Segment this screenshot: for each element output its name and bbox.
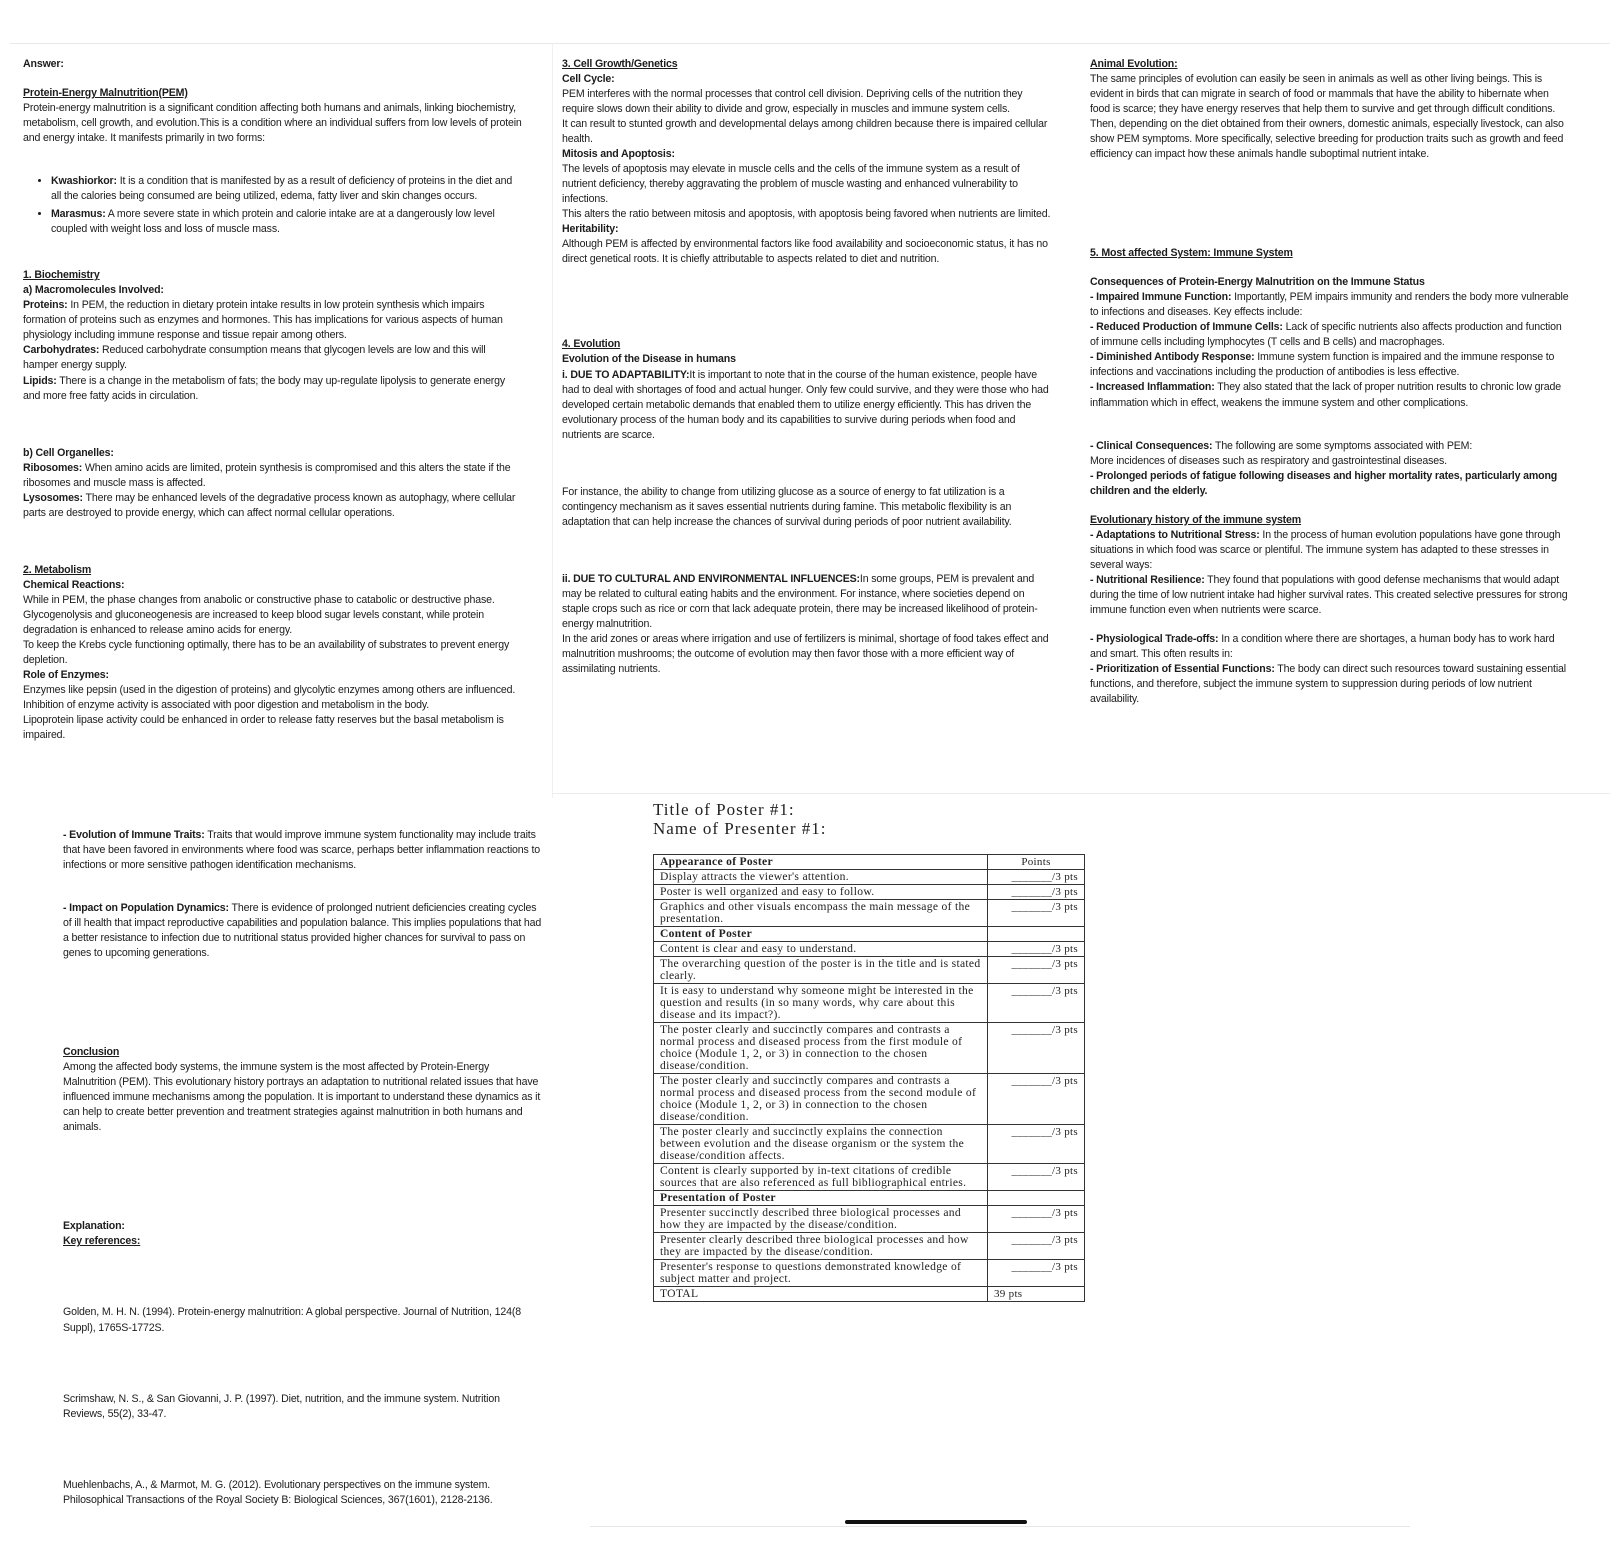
enzymes-heading: Role of Enzymes: [23, 668, 109, 681]
middle-divider [552, 793, 1610, 794]
adaptations-paragraph: - Adaptations to Nutritional Stress: In the process of human evolution populations have gone through situations in which food was scarce or plentiful. The immune system has adapted to these stresses in several ways: [1090, 528, 1561, 571]
table-row [654, 942, 1085, 957]
metabolism-heading: 2. Metabolism [23, 563, 92, 576]
cell-cycle-heading: Cell Cycle: [562, 73, 615, 86]
chemical-reactions-p2: To keep the Krebs cycle functioning optimally, there has to be an availability of substrates to prevent energy depletion. [23, 638, 510, 666]
presenter-name-line: Name of Presenter #1: [653, 819, 827, 838]
criterion-cell: Presenter succinctly described three biological processes and how they are impacted by the disease/condition. [654, 1206, 988, 1233]
carbohydrates-paragraph: Carbohydrates: Reduced carbohydrate consumption means that glycogen levels are low and this will hamper energy supply. [23, 344, 486, 372]
table-row [654, 1206, 1085, 1233]
cell-cycle-p2: It can result to stunted growth and developmental delays among children because there is impaired cellular health. [562, 118, 1048, 146]
criterion-cell: Content is clearly supported by in-text citations of credible sources that are also referenced as full bibliographical entries. [654, 1164, 988, 1191]
lipids-paragraph: Lipids: There is a change in the metabolism of fats; the body may up-regulate lipolysis to generate energy and more free fatty acids in circulation. [23, 374, 506, 402]
inflammation-paragraph: - Increased Inflammation: They also stated that the lack of proper nutrition results to chronic low grade inflammation which in effect, weakens the immune system and other complications. [1090, 381, 1562, 409]
empty-points-cell [988, 927, 1085, 942]
immune-traits-paragraph: - Evolution of Immune Traits: Traits that would improve immune system functionality may include traits that have been favored in environments where food was scarce, perhaps better inflammation reactions to infections or more sensitive pathogen identification mechanisms. [63, 829, 540, 872]
cell-organelles-heading: b) Cell Organelles: [23, 446, 114, 459]
table-row [654, 1233, 1085, 1260]
arid-paragraph: In the arid zones or areas where irrigation and use of fertilizers is minimal, shortage of food takes effect and malnutrition mushrooms; the outcome of evolution may then favor those with a more efficient way of assimilating nutrients. [562, 632, 1049, 675]
section-cell: Presentation of Poster [654, 1191, 988, 1206]
points-header: Points [988, 855, 1085, 870]
criterion-cell: The overarching question of the poster is in the title and is stated clearly. [654, 957, 988, 984]
points-cell: _______/3 pts [988, 1206, 1085, 1233]
criterion-cell: Presenter clearly described three biological processes and how they are impacted by the disease/condition. [654, 1233, 988, 1260]
evolutionary-history-heading: Evolutionary history of the immune system [1090, 513, 1302, 526]
points-cell: _______/3 pts [988, 885, 1085, 900]
animal-evolution-p1: The same principles of evolution can easily be seen in animals as well as other living beings. This is evident in birds that can migrate in search of food or mammals that have the ability to hibernate when food is scarce; they have energy reserves that help them to survive and get through difficult conditions. [1090, 73, 1556, 116]
explanation-label: Explanation: [63, 1220, 125, 1233]
list-item: • Kwashiorkor: It is a condition that is manifested by as a result of deficiency of proteins in the diet and all the calories being consumed are being utilized, edema, fatty liver and skin changes occurs. [51, 174, 523, 204]
empty-points-cell [988, 1191, 1085, 1206]
total-points: 39 pts [988, 1287, 1085, 1302]
table-row [654, 1260, 1085, 1287]
enzymes-p1: Enzymes like pepsin (used in the digestion of proteins) and glycolytic enzymes among others are influenced. Inhibition of enzyme activity is associated with poor digestion and metabolism in the body. [23, 683, 516, 711]
mitosis-heading: Mitosis and Apoptosis: [562, 148, 675, 161]
antibody-paragraph: - Diminished Antibody Response: Immune system function is impaired and the immune response to infections and vaccinations including the production of antibodies is less effective. [1090, 351, 1555, 379]
table-row [654, 885, 1085, 900]
rubric-table [653, 854, 1085, 1302]
key-references-heading: Key references: [63, 1235, 141, 1248]
criterion-cell: Poster is well organized and easy to follow. [654, 885, 988, 900]
points-cell: _______/3 pts [988, 1233, 1085, 1260]
chemical-reactions-p1: While in PEM, the phase changes from anabolic or constructive phase to catabolic or destructive phase. Glycogenolysis and gluconeogenesis are increased to keep blood sugar levels constant, while protein degradation is enhanced to release amino acids for energy. [23, 593, 495, 636]
points-cell: _______/3 pts [988, 1164, 1085, 1191]
immune-system-heading: 5. Most affected System: Immune System [1090, 247, 1293, 260]
bottom-left-section [63, 828, 543, 1508]
population-dynamics-paragraph: - Impact on Population Dynamics: There is evidence of prolonged nutrient deficiencies creating cycles of ill health that impact reproductive capabilities and population balance. This implies populations that had a better resistance to infection due to nutritional status provided higher chances for survival to pass on genes to upcoming generations. [63, 902, 542, 960]
cultural-paragraph: ii. DUE TO CULTURAL AND ENVIRONMENTAL INFLUENCES:In some groups, PEM is prevalent and may be related to cultural eating habits and the environment. For instance, where societies depend on staple crops such as rice or corn that lack adequate protein, there may be increased likelihood of protein-energy malnutrition. [562, 572, 1038, 630]
answer-label: Answer: [23, 58, 64, 70]
reduced-production-paragraph: - Reduced Production of Immune Cells: Lack of specific nutrients also affects production and function of immune cells including lymphocytes (T cells and B cells) and macrophages. [1090, 321, 1562, 349]
mitosis-p1: The levels of apoptosis may elevate in muscle cells and the cells of the immune system as a result of nutrient deficiency, thereby aggravating the problem of muscle wasting and enhanced vulnerability to infections. [562, 163, 1020, 206]
conclusion-heading: Conclusion [63, 1046, 120, 1059]
poster-title-line: Title of Poster #1: [653, 800, 795, 819]
lysosomes-paragraph: Lysosomes: There may be enhanced levels of the degradative process known as autophagy, where cellular parts are destroyed to provide energy, which can affect normal cellular operations. [23, 491, 516, 519]
points-cell: _______/3 pts [988, 1023, 1085, 1074]
table-row [654, 1287, 1085, 1302]
evolution-heading: 4. Evolution [562, 338, 621, 351]
points-cell: _______/3 pts [988, 1074, 1085, 1125]
cell-cycle-p1: PEM interferes with the normal processes that control cell division. Depriving cells of the nutrition they require slows down their ability to divide and grow, especially in muscles and immune system cells. [562, 88, 1023, 116]
table-row [654, 1164, 1085, 1191]
points-cell: _______/3 pts [988, 957, 1085, 984]
heritability-heading: Heritability: [562, 223, 619, 236]
list-item: • Marasmus: A more severe state in which protein and calorie intake are at a dangerously low level coupled with weight loss and loss of muscle mass. [51, 207, 523, 237]
criterion-cell: The poster clearly and succinctly explains the connection between evolution and the disease organism or the system the disease/condition affects. [654, 1125, 988, 1164]
adaptability-paragraph: i. DUE TO ADAPTABILITY:It is important to note that in the course of the human existence, people have had to deal with shortages of food and actual hunger. Only few could survive, and they were those who had developed certain metabolic demands that enabled them to utilize energy efficiently. This has driven the evolutionary process of the human body and its capabilities to survive during periods when food and nutrients are scarce. [562, 368, 1049, 441]
right-column [1090, 57, 1570, 707]
criterion-cell: The poster clearly and succinctly compares and contrasts a normal process and diseased process from the second module of choice (Module 1, 2, or 3) in connection to the chosen disease/condition. [654, 1074, 988, 1125]
points-cell: _______/3 pts [988, 984, 1085, 1023]
chemical-reactions-heading: Chemical Reactions: [23, 578, 125, 591]
clinical-paragraph: - Clinical Consequences: The following are some symptoms associated with PEM: [1090, 439, 1473, 452]
ribosomes-paragraph: Ribosomes: When amino acids are limited, protein synthesis is compromised and this alters the state if the ribosomes and muscle mass is affected. [23, 461, 511, 489]
macromolecules-heading: a) Macromolecules Involved: [23, 284, 164, 297]
clinical-p2: More incidences of diseases such as respiratory and gastrointestinal diseases. [1090, 454, 1447, 467]
bottom-divider [590, 1526, 1410, 1527]
table-row [654, 1023, 1085, 1074]
pem-intro: Protein-energy malnutrition is a significant condition affecting both humans and animals, linking biochemistry, metabolism, cell growth, and evolution.This is a condition where an individual suffers from low levels of protein and energy intake. It manifests primarily in two forms: [23, 102, 522, 145]
table-row [654, 1191, 1085, 1206]
criterion-cell: Display attracts the viewer's attention. [654, 870, 988, 885]
table-row [654, 984, 1085, 1023]
points-cell: _______/3 pts [988, 1260, 1085, 1287]
home-indicator [845, 1520, 1027, 1524]
fatigue-paragraph: - Prolonged periods of fatigue following diseases and higher mortality rates, particularly among children and the elderly. [1090, 469, 1558, 497]
criterion-cell: Graphics and other visuals encompass the main message of the presentation. [654, 900, 988, 927]
enzymes-p2: Lipoprotein lipase activity could be enhanced in order to release fatty reserves but the basal metabolism is impaired. [23, 714, 504, 742]
table-row [654, 957, 1085, 984]
trade-offs-paragraph: - Physiological Trade-offs: In a condition where there are shortages, a human body has to work hard and smart. This often results in: [1090, 632, 1555, 660]
criterion-cell: Presenter's response to questions demonstrated knowledge of subject matter and project. [654, 1260, 988, 1287]
table-row [654, 1125, 1085, 1164]
reference-item: Muehlenbachs, A., & Marmot, M. G. (2012). Evolutionary perspectives on the immune system. Philosophical Transactions of the Royal Society B: Biological Sciences, 367(1601), 2128-2136. [63, 1478, 493, 1506]
pem-heading: Protein-Energy Malnutrition(PEM) [23, 87, 188, 100]
total-label: TOTAL [654, 1287, 988, 1302]
points-cell: _______/3 pts [988, 942, 1085, 957]
table-row [654, 927, 1085, 942]
section-cell: Appearance of Poster [654, 855, 988, 870]
top-divider [10, 43, 1610, 44]
proteins-paragraph: Proteins: In PEM, the reduction in dietary protein intake results in low protein synthesis which impairs formation of proteins such as enzymes and hormones. This has implications for various aspects of human physiology including immune response and tissue repair among others. [23, 299, 503, 342]
animal-evolution-heading: Animal Evolution: [1090, 58, 1178, 70]
table-row [654, 900, 1085, 927]
resilience-paragraph: - Nutritional Resilience: They found that populations with good defense mechanisms that would adapt during the time of low nutrient intake had higher survival rates. This created selective pressures for strong immune function even when nutrients were scarce. [1090, 573, 1568, 616]
heritability-paragraph: Although PEM is affected by environmental factors like food availability and socioeconomic status, it has no direct genetical roots. It is chiefly attributable to aspects related to diet and nutrition. [562, 238, 1048, 266]
section-cell: Content of Poster [654, 927, 988, 942]
prioritization-paragraph: - Prioritization of Essential Functions: The body can direct such resources toward sustaining essential functions, and therefore, subject the immune system to suppression during periods of low nutrient availability. [1090, 662, 1566, 705]
poster-rubric [653, 800, 1085, 1302]
points-cell: _______/3 pts [988, 870, 1085, 885]
impaired-function-paragraph: - Impaired Immune Function: Importantly, PEM impairs immunity and renders the body more vulnerable to infections and diseases. Key effects include: [1090, 291, 1569, 319]
evolution-subheading: Evolution of the Disease in humans [562, 353, 736, 366]
table-row [654, 870, 1085, 885]
pem-forms-list [29, 174, 523, 237]
criterion-cell: Content is clear and easy to understand. [654, 942, 988, 957]
mitosis-p2: This alters the ratio between mitosis and apoptosis, with apoptosis being favored when nutrients are limited. [562, 208, 1051, 221]
reference-item: Scrimshaw, N. S., & San Giovanni, J. P. (1997). Diet, nutrition, and the immune system. Nutrition Reviews, 55(2), 33-47. [63, 1392, 500, 1420]
criterion-cell: The poster clearly and succinctly compares and contrasts a normal process and diseased process from the first module of choice (Module 1, 2, or 3) in connection to the chosen disease/condition. [654, 1023, 988, 1074]
conclusion-paragraph: Among the affected body systems, the immune system is the most affected by Protein-Energy Malnutrition (PEM). This evolutionary history portrays an adaptation to nutritional related issues that have influenced immune mechanisms among the population. It is important to understand these dynamics as it can help to create better prevention and treatment strategies against malnutrition in both humans and animals. [63, 1061, 541, 1134]
table-row [654, 1074, 1085, 1125]
points-cell: _______/3 pts [988, 1125, 1085, 1164]
biochemistry-heading: 1. Biochemistry [23, 269, 100, 282]
reference-item: Golden, M. H. N. (1994). Protein-energy malnutrition: A global perspective. Journal of Nutrition, 124(8 Suppl), 1765S-1772S. [63, 1306, 521, 1334]
middle-column [562, 57, 1054, 677]
instance-paragraph: For instance, the ability to change from utilizing glucose as a source of energy to fat utilization is a contingency mechanism as it saves essential nutrients during famine. This metabolic flexibility is an adaptation that can help increase the chances of survival during periods of poor nutrient availability. [562, 485, 1012, 528]
left-column [23, 57, 523, 743]
table-row [654, 855, 1085, 870]
animal-evolution-p2: Then, depending on the diet obtained from their owners, domestic animals, especially livestock, can also show PEM symptoms. More specifically, selective breeding for production traits such as growth and feed efficiency can impact how these animals handle suboptimal nutrient intake. [1090, 118, 1564, 161]
criterion-cell: It is easy to understand why someone might be interested in the question and results (in so many words, why care about this disease and its impact?). [654, 984, 988, 1023]
column-divider [552, 43, 553, 798]
points-cell: _______/3 pts [988, 900, 1085, 927]
cell-growth-heading: 3. Cell Growth/Genetics [562, 58, 678, 70]
consequences-heading: Consequences of Protein-Energy Malnutrition on the Immune Status [1090, 276, 1425, 289]
